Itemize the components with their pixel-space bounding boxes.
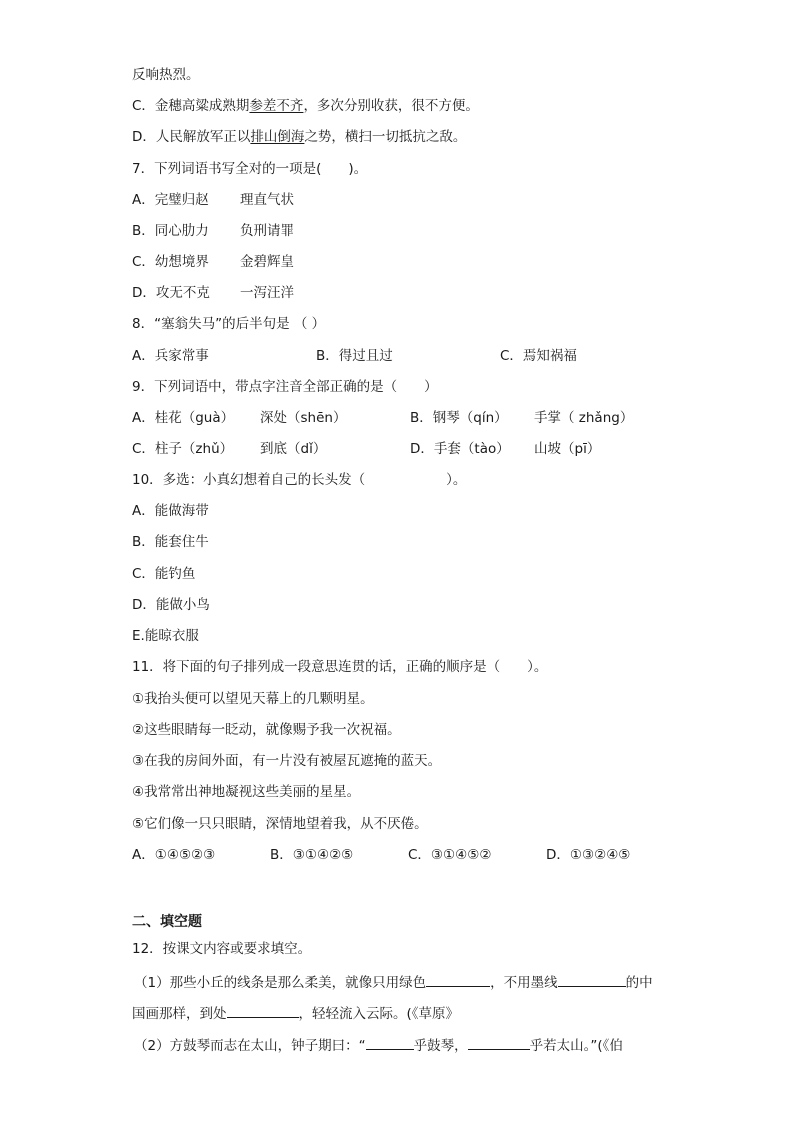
answer-blank[interactable] — [468, 1035, 530, 1050]
question-9: 9．下列词语中，带点字注音全部正确的是（ ） — [132, 379, 438, 395]
answer-blank[interactable] — [366, 1035, 414, 1050]
option-text: 之势，横扫一切抵抗之敌。 — [304, 129, 467, 145]
sentence-3: ③在我的房间外面，有一片没有被屋瓦遮掩的蓝天。 — [132, 753, 442, 769]
sentence-2: ②这些眼睛每一眨动，就像赐予我一次祝福。 — [132, 722, 401, 738]
q7-option-b: B．同心肋力 — [132, 223, 209, 239]
sentence-4: ④我常常出神地凝视这些美丽的星星。 — [132, 784, 361, 800]
fill-text: 国画那样，到处 — [132, 1006, 227, 1022]
q7-option-c-word: 金碧辉皇 — [240, 254, 294, 270]
q7-option-b-word: 负刑请罪 — [240, 223, 294, 239]
q10-option-b: B．能套住牛 — [132, 534, 209, 550]
q10-option-d: D．能做小鸟 — [132, 597, 210, 613]
option-text: ，多次分别收获，很不方便。 — [303, 98, 479, 114]
q9-option-c: C．柱子（zhǔ） — [132, 441, 234, 457]
q12-part-1-cont — [132, 1003, 459, 1023]
option-text: C．金穗高粱成熟期 — [132, 98, 250, 114]
answer-blank[interactable] — [558, 972, 626, 987]
answer-blank[interactable] — [227, 1003, 299, 1018]
q10-option-e: E.能晾衣服 — [132, 628, 199, 644]
q8-option-a: A．兵家常事 — [132, 348, 209, 364]
q8-option-c: C．焉知祸福 — [500, 348, 577, 364]
fill-text: 乎鼓琴， — [413, 1038, 468, 1054]
answer-blank[interactable] — [426, 972, 490, 987]
question-11: 11．将下面的句子排列成一段意思连贯的话，正确的顺序是（ ）。 — [132, 659, 548, 675]
q6-option-d — [132, 128, 466, 146]
q9-option-d: D．手套（tào） — [410, 441, 510, 457]
option-text: D．人民解放军正以 — [132, 129, 251, 145]
q11-option-a: A．①④⑤②③ — [132, 847, 216, 863]
q7-option-d: D．攻无不克 — [132, 285, 210, 301]
q12-part-1 — [134, 972, 653, 992]
fill-text: ，不用墨线 — [490, 975, 558, 991]
sentence-5: ⑤它们像一只只眼睛，深情地望着我，从不厌倦。 — [132, 816, 428, 832]
q6-option-c — [132, 97, 479, 115]
q9-option-a: A．桂花（guà） — [132, 410, 235, 426]
text-line: 反响热烈。 — [132, 67, 200, 83]
fill-text: 乎若太山。”(《伯 — [529, 1038, 623, 1054]
q8-option-b: B．得过且过 — [316, 348, 393, 364]
q11-option-d: D．①③②④⑤ — [546, 847, 631, 863]
underlined-phrase: 参差不齐 — [249, 98, 304, 114]
q7-option-d-word: 一泻汪洋 — [240, 285, 294, 301]
q9-option-c-word: 到底（dǐ） — [260, 441, 327, 457]
question-7: 7．下列词语书写全对的一项是( )。 — [132, 161, 368, 177]
q7-option-a: A．完璧归赵 — [132, 192, 209, 208]
q11-option-b: B．③①④②⑤ — [270, 847, 354, 863]
q10-option-a: A．能做海带 — [132, 503, 209, 519]
question-12: 12．按课文内容或要求填空。 — [132, 941, 312, 957]
q9-option-d-word: 山坡（pī） — [534, 441, 601, 457]
fill-text: ，轻轻流入云际。(《草原》 — [298, 1006, 460, 1022]
fill-text: 的中 — [625, 975, 653, 991]
q11-option-c: C．③①④⑤② — [408, 847, 492, 863]
q9-option-b: B．钢琴（qín） — [410, 410, 508, 426]
question-8: 8．“塞翁失马”的后半句是 （ ） — [132, 316, 326, 332]
fill-text: （2）方鼓琴而志在太山，钟子期曰：“ — [134, 1038, 366, 1054]
underlined-phrase: 排山倒海 — [250, 129, 305, 145]
q9-option-a-word: 深处（shēn） — [260, 410, 347, 426]
sentence-1: ①我抬头便可以望见天幕上的几颗明星。 — [132, 691, 374, 707]
q9-option-b-word: 手掌（ zhǎng） — [534, 410, 634, 426]
q12-part-2 — [134, 1035, 623, 1055]
question-10: 10．多选：小真幻想着自己的长头发（ ）。 — [132, 472, 467, 488]
q7-option-a-word: 理直气状 — [240, 192, 294, 208]
q10-option-c: C．能钓鱼 — [132, 566, 196, 582]
q7-option-c: C．幼想境界 — [132, 254, 209, 270]
fill-text: （1）那些小丘的线条是那么柔美，就像只用绿色 — [134, 975, 427, 991]
section-heading: 二、填空题 — [132, 914, 202, 930]
